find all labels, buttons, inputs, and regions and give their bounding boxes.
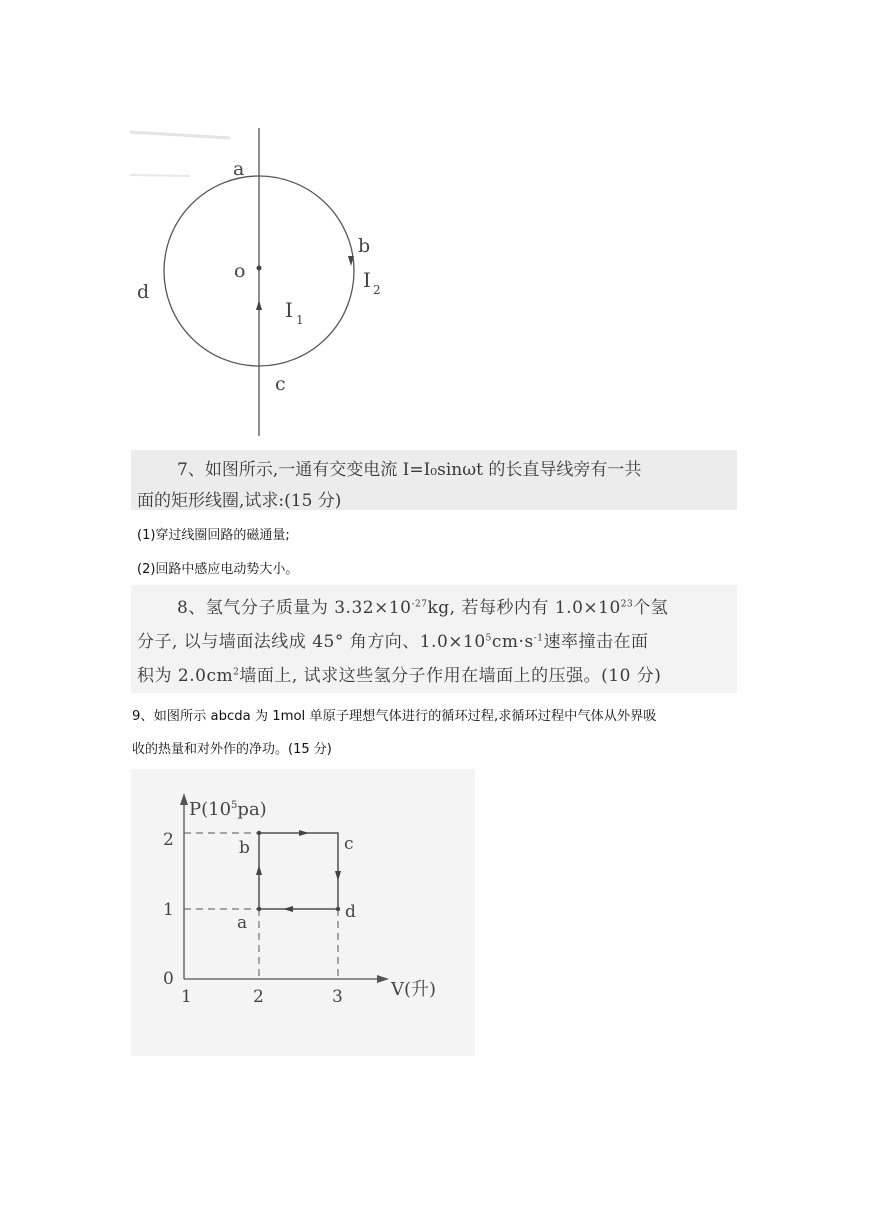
pv-diagram bbox=[131, 769, 475, 1056]
arrow-ab-icon bbox=[256, 865, 262, 875]
q9-line1: 9、如图所示 abcda 为 1mol 单原子理想气体进行的循环过程,求循环过程中气体从外界吸 bbox=[132, 709, 657, 724]
question-7-block bbox=[131, 450, 737, 510]
center-point-o bbox=[257, 266, 262, 271]
point-a bbox=[257, 907, 261, 911]
label-d: d bbox=[137, 281, 150, 303]
label-i1: I bbox=[285, 298, 293, 322]
q7-line2: 面的矩形线圈,试求:(15 分) bbox=[137, 491, 342, 511]
q8-line3 bbox=[137, 661, 661, 686]
arrow-cd-icon bbox=[335, 871, 341, 881]
q8-line1-text: 8、氢气分子质量为 3.32×10 bbox=[177, 598, 412, 618]
label-b: b bbox=[358, 235, 371, 257]
label-c: c bbox=[275, 373, 286, 395]
label-i1-sub: 1 bbox=[296, 313, 304, 327]
y-axis-label-a: P(10 bbox=[189, 799, 232, 820]
y-axis-label-b: pa) bbox=[237, 799, 267, 820]
current-i1-arrow-icon bbox=[256, 300, 262, 310]
q7-part2: (2)回路中感应电动势大小。 bbox=[137, 562, 299, 577]
q8-line3-text2: 墙面上, 试求这些氢分子作用在墙面上的压强。(10 分) bbox=[239, 666, 662, 686]
q8-line1-text3: 个氢 bbox=[633, 598, 669, 618]
q9-line2: 收的热量和对外作的净功。(15 分) bbox=[132, 742, 332, 757]
circuit-diagram bbox=[130, 120, 380, 440]
q8-line1-exp2: 23 bbox=[620, 599, 634, 610]
y-axis-arrow-icon bbox=[180, 793, 188, 805]
q8-line3-exp: 2 bbox=[233, 667, 240, 678]
label-i2: I bbox=[363, 268, 371, 292]
q7-line1: 7、如图所示,一通有交变电流 I=I₀sinωt 的长直导线旁有一共 bbox=[177, 460, 642, 480]
label-o: o bbox=[234, 260, 246, 282]
label-point-d: d bbox=[345, 902, 356, 922]
y-tick-0: 0 bbox=[163, 969, 174, 989]
scan-smudge bbox=[130, 132, 230, 138]
x-tick-1: 1 bbox=[181, 987, 192, 1007]
q8-line1-text2: kg, 若每秒内有 1.0×10 bbox=[427, 598, 621, 618]
y-tick-1: 1 bbox=[163, 900, 174, 920]
label-i2-sub: 2 bbox=[373, 283, 380, 297]
scan-smudge bbox=[130, 175, 190, 176]
q8-line2-text: 分子, 以与墙面法线成 45° 角方向、1.0×10 bbox=[137, 632, 486, 652]
pv-figure bbox=[131, 769, 475, 1056]
q8-line1 bbox=[177, 593, 668, 618]
x-tick-3: 3 bbox=[332, 987, 343, 1007]
arrow-da-icon bbox=[283, 906, 293, 912]
label-point-c: c bbox=[344, 834, 354, 854]
point-b bbox=[257, 831, 261, 835]
circuit-figure bbox=[130, 120, 380, 440]
point-d bbox=[336, 907, 340, 911]
cycle-path bbox=[259, 833, 338, 909]
y-tick-2: 2 bbox=[163, 830, 174, 850]
label-a: a bbox=[233, 158, 245, 180]
q8-line2-exp2: -1 bbox=[533, 633, 544, 644]
q8-line3-text: 积为 2.0cm bbox=[137, 666, 234, 686]
label-point-a: a bbox=[237, 913, 248, 933]
y-axis-label bbox=[189, 799, 267, 820]
x-axis-label: V(升) bbox=[391, 979, 437, 1000]
q8-line2-text3: 速率撞击在面 bbox=[543, 632, 649, 652]
q8-line1-exp1: -27 bbox=[411, 599, 428, 610]
question-8-block bbox=[131, 585, 737, 693]
q7-part1: (1)穿过线圈回路的磁通量; bbox=[137, 528, 290, 543]
q8-line2-exp1: 5 bbox=[485, 633, 492, 644]
arrow-bc-icon bbox=[299, 830, 309, 836]
q8-line2-text2: cm·s bbox=[491, 632, 534, 652]
q8-line2 bbox=[137, 627, 648, 652]
label-point-b: b bbox=[239, 838, 250, 858]
x-tick-2: 2 bbox=[253, 987, 264, 1007]
y-axis-label-exp: 5 bbox=[231, 800, 238, 811]
x-axis-arrow-icon bbox=[377, 975, 389, 983]
